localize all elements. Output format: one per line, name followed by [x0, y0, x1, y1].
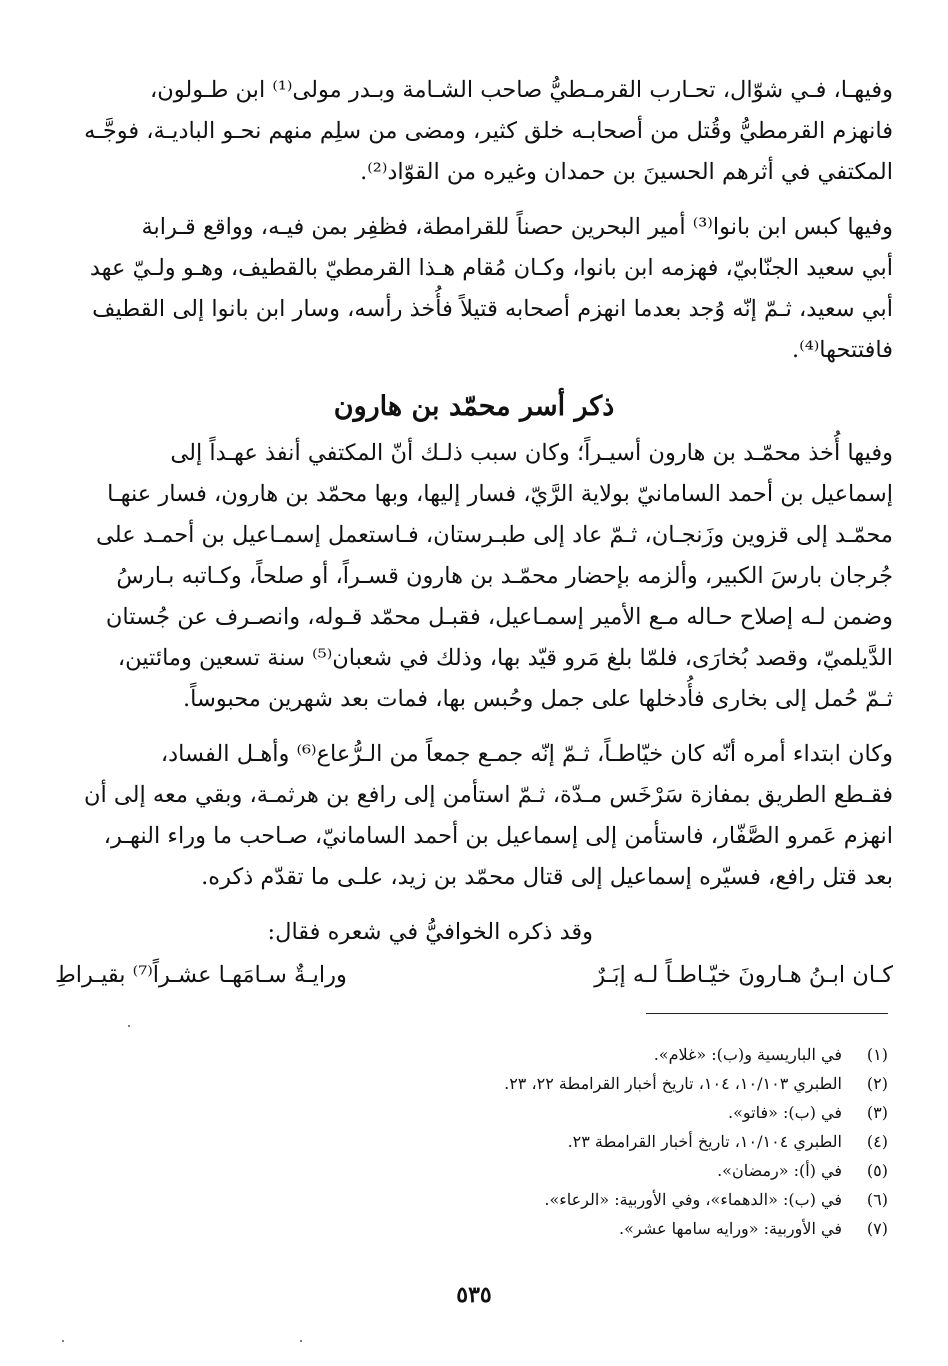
footnote-number: (٢) [866, 1074, 888, 1093]
text-line: محمّـد إلى قزوين وزَنجـان، ثـمّ عاد إلى طبـرستان، فـاستعمل إسمـاعيل بن أحمـد على [96, 522, 893, 548]
poem-intro: وقد ذكره الخوافيُّ في شعره فقال: [267, 919, 593, 945]
text-line: المكتفي في أثرهم الحسينَ بن حمدان وغيره من القوّاد⁽²⁾. [360, 159, 893, 185]
paragraph-origins [55, 734, 893, 898]
footnote-item [68, 1185, 888, 1214]
footnote-text: في الباريسية و(ب): «غلام». [653, 1045, 842, 1064]
footnote-text: في (أ): «رمضان». [717, 1161, 842, 1180]
text-line: فقـطع الطريق بمفازة سَرْخَس مـدّة، ثـمّ استأمن إلى رافع بن هرثمـة، وبقي معه إلى أن [83, 782, 893, 808]
verse-first-hemistich: كـان ابـنُ هـارونَ خيّـاطـاً لـه إبَـرٌ [594, 962, 893, 988]
paragraph-capture [55, 433, 893, 720]
footnote-number: (٦) [866, 1190, 888, 1209]
text-line: فافتتحها⁽⁴⁾. [792, 337, 893, 363]
footnote-item [68, 1127, 888, 1156]
footnote-item [68, 1040, 888, 1069]
text-line: وكان ابتداء أمره أنّه كان خيّاطـاً، ثـمّ إنّه جمـع جمعاً من الـرُّعاع⁽⁶⁾ وأهـل الفساد، [160, 741, 893, 767]
footnote-item [68, 1098, 888, 1127]
footnote-number: (٥) [866, 1161, 888, 1180]
text-line: وضمن لـه إصلاح حـاله مـع الأمير إسمـاعيل، فقبـل محمّد قـوله، وانصـرف عن جُستان [105, 604, 893, 630]
footnote-number: (١) [866, 1045, 888, 1064]
paragraph-ibn-banuwa [55, 207, 893, 371]
footnote-text: في (ب): «الدهماء»، وفي الأوربية: «الرعاء». [544, 1190, 842, 1209]
page-number: ٥٣٥ [456, 1282, 492, 1308]
footnote-number: (٧) [866, 1219, 888, 1238]
main-text [55, 70, 893, 998]
footnote-number: (٤) [866, 1132, 888, 1151]
section-heading: ذكر أسر محمّد بن هارون [333, 391, 615, 422]
footnotes [68, 1040, 888, 1243]
poem-verse [55, 952, 893, 998]
paragraph-qarmati-battle [55, 70, 893, 193]
scan-speck [62, 1340, 64, 1342]
footnote-text: الطبري ١٠/١٠٣، ١٠٤، تاريخ أخبار القرامطة ٢٢، ٢٣. [504, 1074, 842, 1093]
text-line: وفيهـا، فـي شوّال، تحـارب القرمـطيُّ صاحب الشـامة وبـدر مولى⁽¹⁾ ابن طـولون، [150, 77, 893, 103]
text-line: فانهزم القرمطيُّ وقُتل من أصحابـه خلق كثير، ومضى من سلِم منهم نحـو الباديـة، فوجَّـه [84, 118, 893, 144]
text-line: وفيها كبس ابن بانوا⁽³⁾ أمير البحرين حصناً للقرامطة، فظفِر بمن فيـه، وواقع قـرابة [141, 214, 893, 240]
footnote-number: (٣) [866, 1103, 888, 1122]
scan-speck [128, 1025, 130, 1027]
scan-speck [300, 1340, 302, 1342]
footnote-text: في (ب): «فاتو». [728, 1103, 842, 1122]
text-line: إسماعيل بن أحمد السامانيّ بولاية الرَّيّ، فسار إليها، وبها محمّد بن هارون، فسار عنهـا [107, 481, 893, 507]
footnote-text: في الأوربية: «ورايه سامها عشر». [619, 1219, 842, 1238]
text-line: وفيها أُخذ محمّـد بن هارون أسيـراً؛ وكان سبب ذلـك أنّ المكتفي أنفذ عهـداً إلى [170, 440, 893, 466]
text-line: أبي سعيد، ثـمّ إنّه وُجد بعدما انهزم أصحابه قتيلاً فأُخذ رأسه، وسار ابن بانوا إلى القطيف [92, 296, 893, 322]
footnote-item [68, 1214, 888, 1243]
text-line: بعد قتل رافع، فسيّره إسماعيل إلى قتال محمّد بن زيد، علـى ما تقدّم ذكره. [201, 864, 893, 890]
text-line: أبي سعيد الجنّابيّ، فهزمه ابن بانوا، وكـان مُقام هـذا القرمطيّ بالقطيف، وهـو ولـيّ عهد [89, 255, 893, 281]
footnote-divider [646, 1013, 888, 1014]
verse-second-hemistich: ورايـةٌ سـامَهـا عشـراً⁽⁷⁾ بقيـراطِ [55, 962, 347, 988]
footnote-text: الطبري ١٠/١٠٤، تاريخ أخبار القرامطة ٢٣. [567, 1132, 842, 1151]
text-line: الدَّيلميّ، وقصد بُخارَى، فلمّا بلغ مَرو قيّد بها، وذلك في شعبان⁽⁵⁾ سنة تسعين ومائتين، [117, 645, 893, 671]
footnote-item [68, 1069, 888, 1098]
footnote-item [68, 1156, 888, 1185]
text-line: انهزم عَمرو الصَّفّار، فاستأمن إلى إسماعيل بن أحمد السامانيّ، صـاحب ما وراء النهـر، [103, 823, 893, 849]
text-line: ثـمّ حُمل إلى بخارى فأُدخلها على جمل وحُبس بها، فمات بعد شهرين محبوساً. [183, 686, 893, 712]
text-line: جُرجان بارسَ الكبير، وألزمه بإحضار محمّـد بن هارون قسـراً، أو صلحاً، وكـاتبه بـارسُ [116, 563, 893, 589]
